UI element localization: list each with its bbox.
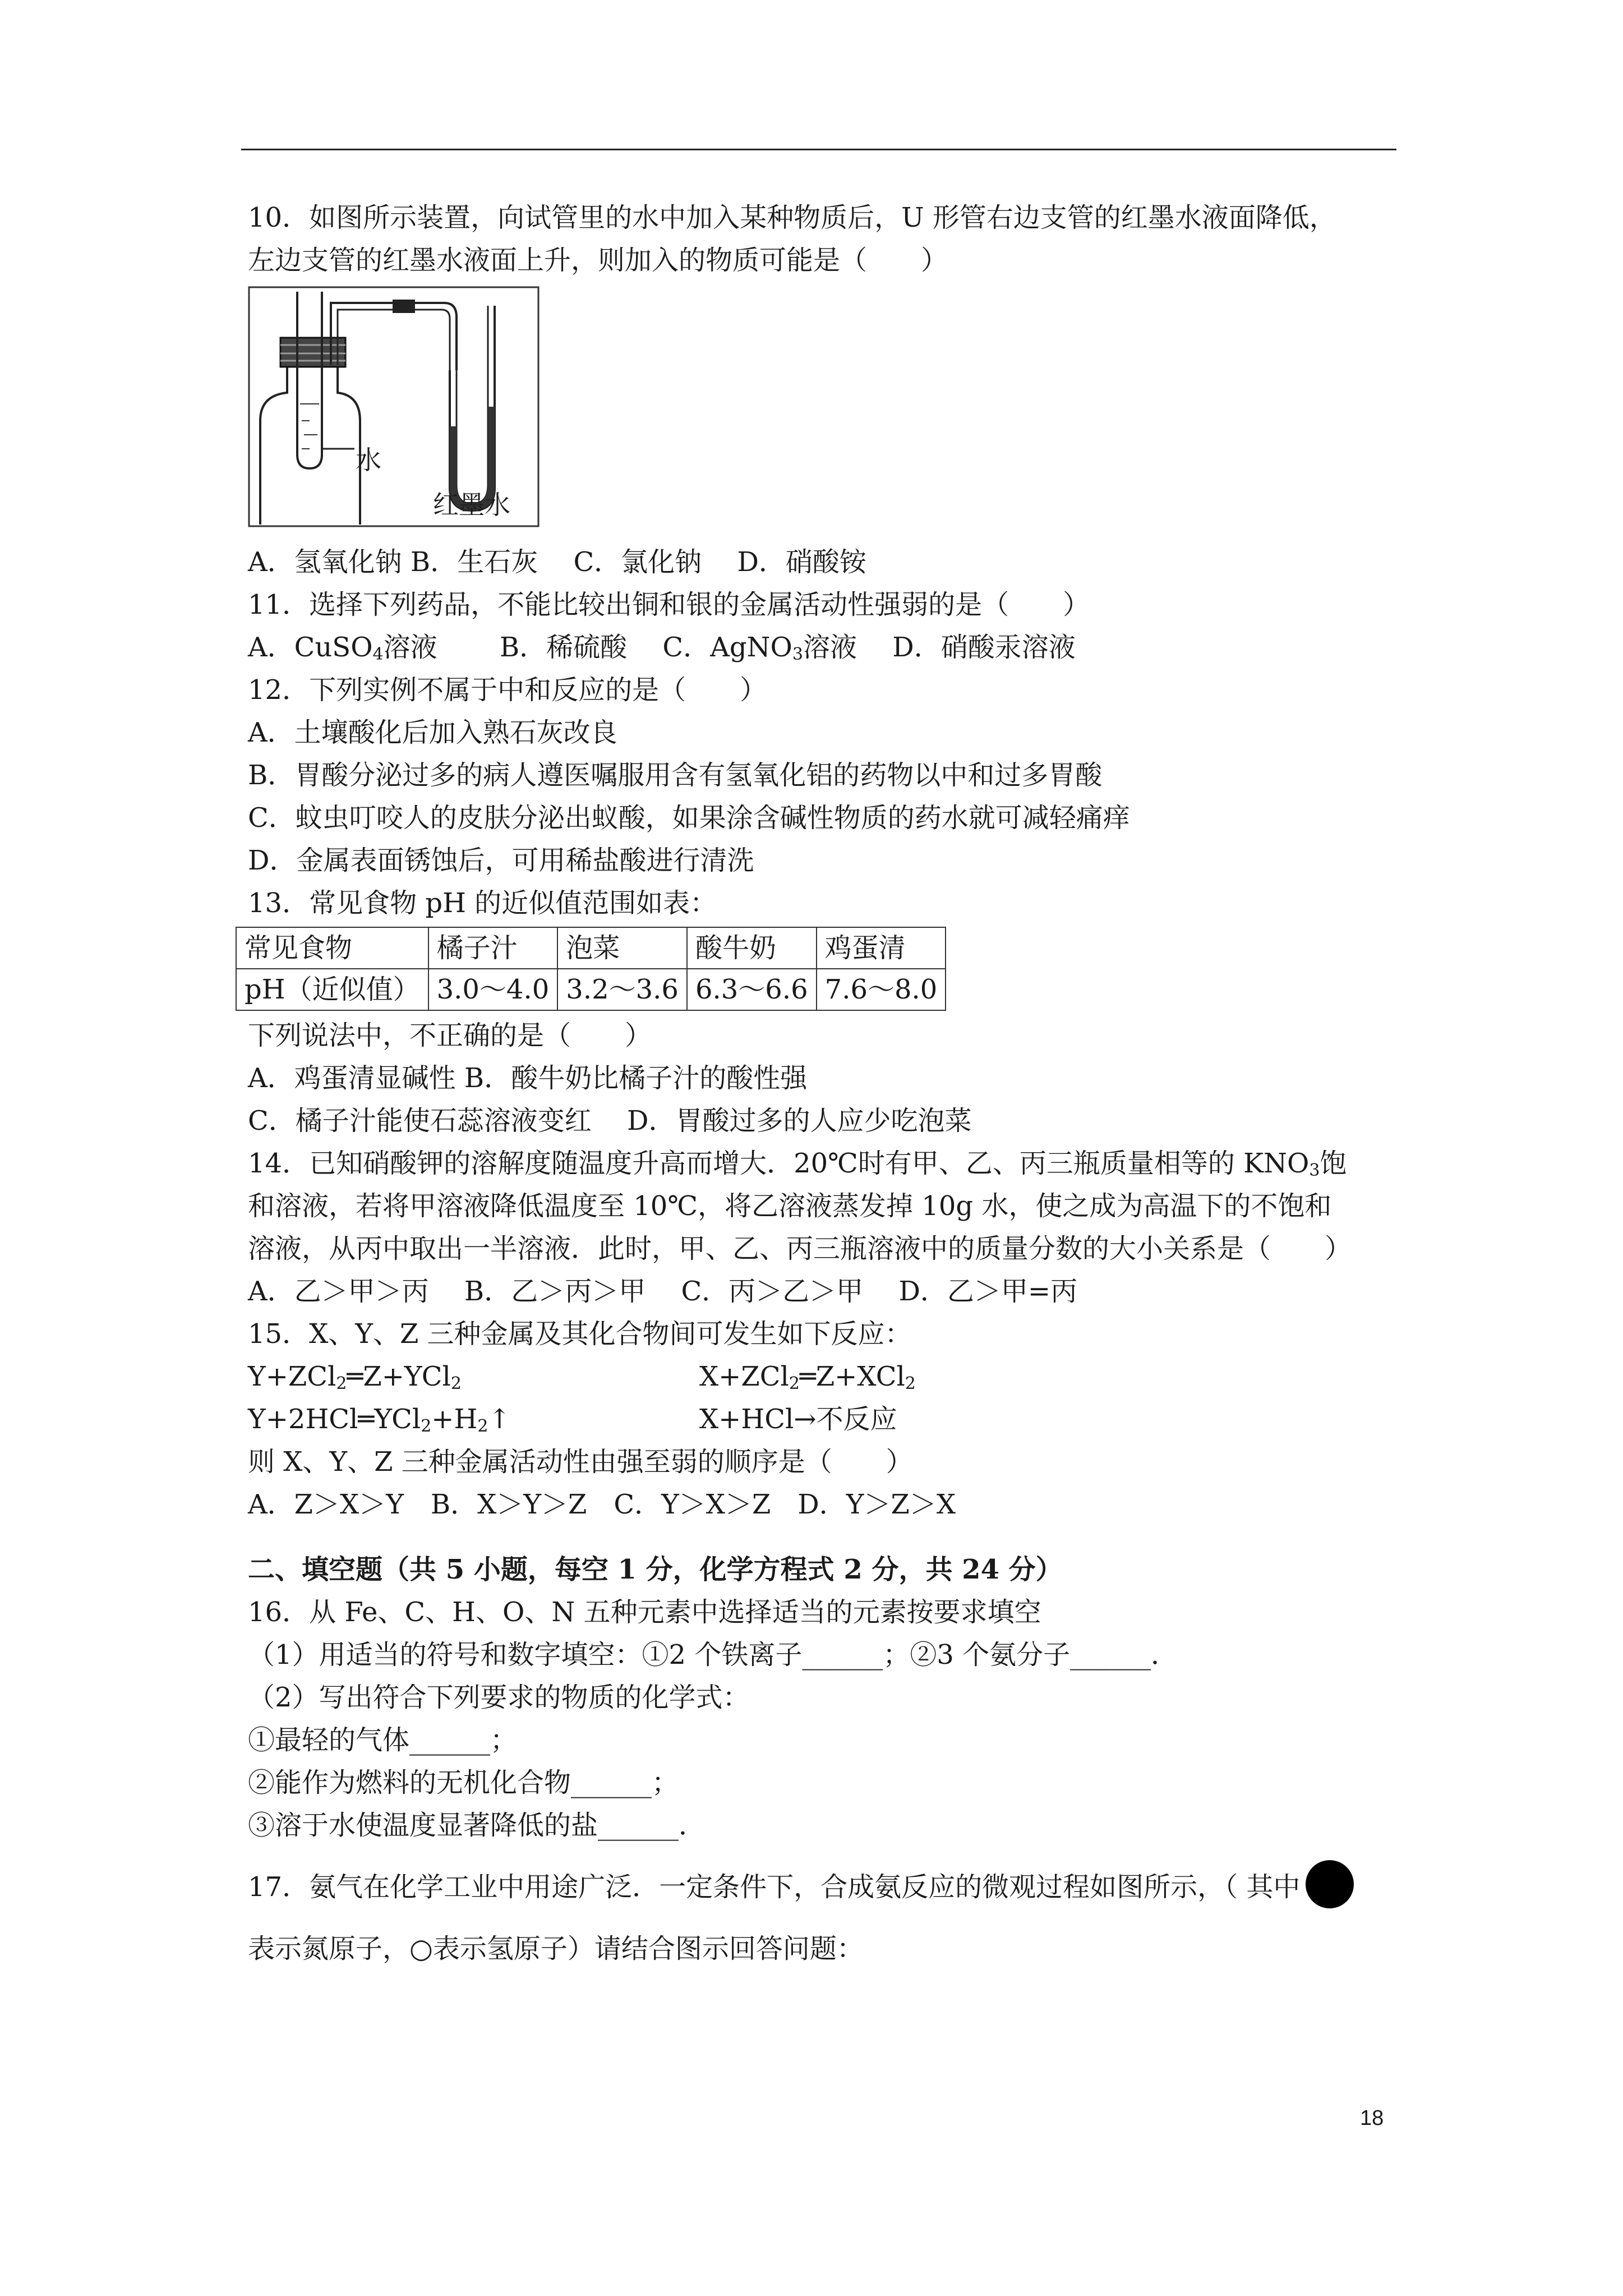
q15-question: 则 X、Y、Z 三种金属活动性由强至弱的顺序是（ ） xyxy=(248,1446,913,1478)
q12-option-a: A．土壤酸化后加入熟石灰改良 xyxy=(248,717,617,748)
label-water: 水 xyxy=(356,445,381,475)
table-cell: 常见食物 xyxy=(236,927,428,969)
q10-line1: 10．如图所示装置，向试管里的水中加入某种物质后，U 形管右边支管的红墨水液面降低， xyxy=(248,202,1336,233)
q16-part1: （1）用适当的符号和数字填空：①2 个铁离子______；②3 个氨分子______． xyxy=(248,1639,1178,1671)
reaction-2: X+ZCl$_2$═Z+XCl$_2$ xyxy=(699,1361,916,1393)
q15-options: A．Z＞X＞Y B．X＞Y＞Z C．Y＞X＞Z D．Y＞Z＞X xyxy=(248,1489,956,1520)
reaction-1: Y+ZCl$_2$═Z+YCl$_2$ xyxy=(248,1361,462,1393)
reaction-4: X+HCl→不反应 xyxy=(699,1404,897,1435)
section-gap xyxy=(248,1526,1398,1548)
q12-stem: 12．下列实例不属于中和反应的是（ ） xyxy=(248,674,767,706)
table-row xyxy=(236,969,946,1010)
table-cell: pH（近似值） xyxy=(236,969,428,1010)
q16-item2: ②能作为燃料的无机化合物______； xyxy=(248,1767,679,1798)
q13-options-cd: C．橘子汁能使石蕊溶液变红 D．胃酸过多的人应少吃泡菜 xyxy=(248,1105,972,1137)
q17-line2: 表示氮原子，○表示氢原子）请结合图示回答问题： xyxy=(248,1933,864,1964)
q14-line3: 溶液，从丙中取出一半溶液．此时，甲、乙、丙三瓶溶液中的质量分数的大小关系是（ ） xyxy=(248,1233,1352,1264)
q14-line2: 和溶液，若将甲溶液降低温度至 10℃，将乙溶液蒸发掉 10g 水，使之成为高温下的不饱和 xyxy=(248,1190,1332,1222)
header-rule xyxy=(241,149,1396,150)
q16-item3: ③溶于水使温度显著降低的盐______． xyxy=(248,1810,706,1841)
table-cell: 6.3～6.6 xyxy=(687,969,817,1010)
q15-reactions-row1 xyxy=(248,1355,1398,1398)
label-red-ink: 红墨水 xyxy=(433,490,510,520)
q17-line1: 17．氨气在化学工业中用途广泛．一定条件下，合成氨反应的微观过程如图所示，（ 其中 xyxy=(248,1859,1398,1915)
q14-line1: 14．已知硝酸钾的溶解度随温度升高而增大．20℃时有甲、乙、丙三瓶质量相等的 $KNO_3$饱 xyxy=(248,1148,1347,1180)
q16-stem: 16．从 Fe、C、H、O、N 五种元素中选择适当的元素按要求填空 xyxy=(248,1596,1041,1628)
q14-options: A．乙＞甲＞丙 B．乙＞丙＞甲 C．丙＞乙＞甲 D．乙＞甲=丙 xyxy=(248,1276,1078,1307)
q11-opt-a: A．CuSO xyxy=(248,632,373,663)
table-header-row xyxy=(236,927,946,969)
table-cell: 橘子汁 xyxy=(428,927,558,969)
q16-part2: （2）写出符合下列要求的物质的化学式： xyxy=(248,1682,750,1713)
table-cell: 鸡蛋清 xyxy=(817,927,946,969)
q12-option-d: D．金属表面锈蚀后，可用稀盐酸进行清洗 xyxy=(248,845,754,876)
nitrogen-atom-icon xyxy=(1306,1860,1354,1908)
q10-line2: 左边支管的红墨水液面上升，则加入的物质可能是（ ） xyxy=(248,245,948,276)
q13-stem: 13．常见食物 pH 的近似值范围如表： xyxy=(248,887,717,919)
table-cell: 7.6～8.0 xyxy=(817,969,946,1010)
table-cell: 3.2～3.6 xyxy=(557,969,687,1010)
q15-reactions-row2 xyxy=(248,1398,1398,1441)
q16-item1: ①最轻的气体______； xyxy=(248,1724,518,1756)
q13-options-ab: A．鸡蛋清显碱性 B．酸牛奶比橘子汁的酸性强 xyxy=(248,1062,808,1094)
q13-question: 下列说法中，不正确的是（ ） xyxy=(248,1020,652,1051)
page-number: 18 xyxy=(1360,2106,1384,2130)
q10-options: A．氢氧化钠 B．生石灰 C．氯化钠 D．硝酸铵 xyxy=(248,546,866,578)
table-cell: 3.0～4.0 xyxy=(428,969,558,1010)
table-cell: 泡菜 xyxy=(557,927,687,969)
q12-option-c: C．蚊虫叮咬人的皮肤分泌出蚁酸，如果涂含碱性物质的药水就可减轻痛痒 xyxy=(248,802,1130,834)
q15-stem: 15．X、Y、Z 三种金属及其化合物间可发生如下反应： xyxy=(248,1318,912,1350)
page-content xyxy=(245,196,1398,1970)
q12-option-b: B．胃酸分泌过多的病人遵医嘱服用含有氢氧化铝的药物以中和过多胃酸 xyxy=(248,760,1103,791)
table-cell: 酸牛奶 xyxy=(687,927,817,969)
ph-table xyxy=(236,927,946,1011)
reaction-3: $Y+2HCl═YCl_2+H_2↑$ xyxy=(248,1404,511,1436)
section2-title: 二、填空题（共 5 小题，每空 1 分，化学方程式 2 分，共 24 分） xyxy=(248,1554,1063,1585)
q11-stem: 11．选择下列药品，不能比较出铜和银的金属活动性强弱的是（ ） xyxy=(248,589,1090,620)
q10-apparatus-figure xyxy=(248,286,540,527)
q11-options: A．CuSO$_4$溶液 B．稀硫酸 C．AgNO$_3$溶液 D．硝酸汞溶液 xyxy=(248,632,1076,664)
